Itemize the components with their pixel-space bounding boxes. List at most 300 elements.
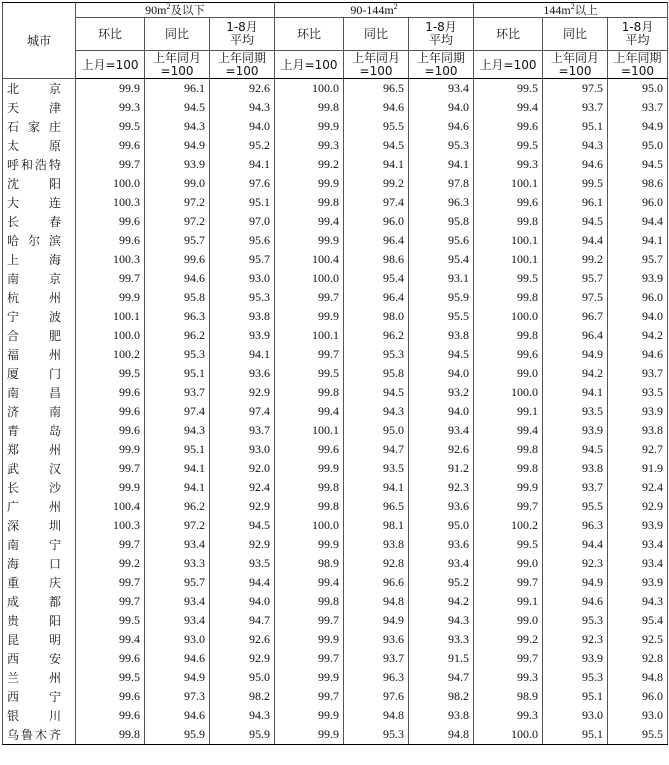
- table-row: [3, 383, 668, 402]
- index-value-cell: 92.6: [210, 630, 275, 649]
- index-value-cell: 93.8: [344, 535, 409, 554]
- index-value-cell: 100.0: [275, 79, 344, 99]
- city-name-cell: 杭州: [3, 288, 76, 307]
- index-value-cell: 95.5: [409, 307, 474, 326]
- index-value-cell: 94.5: [409, 345, 474, 364]
- base-header-row: [3, 51, 668, 79]
- index-value-cell: 99.4: [275, 573, 344, 592]
- table-header: [3, 3, 668, 79]
- index-value-cell: 95.3: [344, 345, 409, 364]
- index-value-cell: 98.9: [474, 687, 543, 706]
- index-value-cell: 94.9: [145, 668, 210, 687]
- index-value-cell: 99.4: [474, 421, 543, 440]
- index-value-cell: 99.8: [275, 592, 344, 611]
- base-header-avg: [409, 51, 474, 79]
- index-value-cell: 99.4: [275, 212, 344, 231]
- index-value-cell: 94.6: [543, 155, 608, 174]
- index-value-cell: 92.3: [543, 630, 608, 649]
- index-value-cell: 96.1: [145, 79, 210, 99]
- city-name-cell: 贵阳: [3, 611, 76, 630]
- index-value-cell: 93.7: [608, 364, 668, 383]
- group-header-over-144: $144m^2$以上: [474, 3, 668, 18]
- sub-header-avg-line2: 平均: [625, 33, 650, 47]
- index-value-cell: 100.1: [275, 326, 344, 345]
- index-value-cell: 94.5: [344, 136, 409, 155]
- index-value-cell: 100.1: [275, 421, 344, 440]
- city-name-cell: 兰州: [3, 668, 76, 687]
- index-value-cell: 99.2: [275, 155, 344, 174]
- index-value-cell: 95.1: [145, 440, 210, 459]
- table-row: [3, 440, 668, 459]
- table-row: [3, 136, 668, 155]
- city-name-cell: 宁波: [3, 307, 76, 326]
- index-value-cell: 99.9: [275, 630, 344, 649]
- index-value-cell: 97.2: [145, 212, 210, 231]
- index-value-cell: 93.0: [210, 440, 275, 459]
- index-value-cell: 91.9: [608, 459, 668, 478]
- index-value-cell: 97.5: [543, 79, 608, 99]
- base-header-yoy-line1: 上年同月: [152, 50, 201, 65]
- index-value-cell: 96.0: [344, 212, 409, 231]
- index-value-cell: 92.6: [210, 79, 275, 99]
- index-value-cell: 95.9: [210, 725, 275, 745]
- city-name-cell: 合肥: [3, 326, 76, 345]
- index-value-cell: 99.5: [76, 611, 145, 630]
- index-value-cell: 100.3: [76, 516, 145, 535]
- group-header-90-144: $90-144m^2$: [275, 3, 474, 18]
- index-value-cell: 94.6: [145, 706, 210, 725]
- index-value-cell: 94.1: [210, 345, 275, 364]
- index-value-cell: 100.3: [76, 193, 145, 212]
- index-value-cell: 99.9: [275, 725, 344, 745]
- index-value-cell: 92.8: [344, 554, 409, 573]
- index-value-cell: 92.3: [543, 554, 608, 573]
- index-value-cell: 99.5: [543, 174, 608, 193]
- index-value-cell: 95.8: [344, 364, 409, 383]
- index-value-cell: 94.7: [409, 668, 474, 687]
- index-value-cell: 95.1: [543, 725, 608, 745]
- index-value-cell: 99.0: [474, 364, 543, 383]
- sub-header-mom: 环比: [76, 18, 145, 51]
- city-name-cell: 深圳: [3, 516, 76, 535]
- table-row: [3, 649, 668, 668]
- index-value-cell: 99.7: [275, 611, 344, 630]
- index-value-cell: 96.0: [608, 687, 668, 706]
- index-value-cell: 94.3: [608, 592, 668, 611]
- table-row: [3, 497, 668, 516]
- index-value-cell: 97.6: [210, 174, 275, 193]
- table-row: [3, 212, 668, 231]
- table-row: [3, 535, 668, 554]
- index-value-cell: 94.1: [344, 478, 409, 497]
- index-value-cell: 93.2: [409, 383, 474, 402]
- index-value-cell: 93.8: [210, 307, 275, 326]
- table-row: [3, 364, 668, 383]
- index-value-cell: 92.9: [608, 497, 668, 516]
- index-value-cell: 95.5: [543, 497, 608, 516]
- city-name-cell: 海口: [3, 554, 76, 573]
- index-value-cell: 95.6: [210, 231, 275, 250]
- city-name-cell: 天津: [3, 98, 76, 117]
- index-value-cell: 96.2: [145, 326, 210, 345]
- index-value-cell: 99.2: [543, 250, 608, 269]
- table-row: [3, 611, 668, 630]
- index-value-cell: 99.3: [76, 98, 145, 117]
- city-name-cell: 大连: [3, 193, 76, 212]
- index-value-cell: 99.2: [76, 554, 145, 573]
- index-value-cell: 98.2: [409, 687, 474, 706]
- base-header-yoy-line1: 上年同月: [351, 50, 400, 65]
- index-value-cell: 93.9: [543, 421, 608, 440]
- index-value-cell: 94.3: [409, 611, 474, 630]
- index-value-cell: 96.3: [409, 193, 474, 212]
- table-row: [3, 402, 668, 421]
- index-value-cell: 99.9: [76, 478, 145, 497]
- base-header-mom: 上月=100: [474, 51, 543, 79]
- table-row: [3, 668, 668, 687]
- index-value-cell: 100.2: [76, 345, 145, 364]
- index-value-cell: 94.1: [409, 155, 474, 174]
- index-value-cell: 99.3: [474, 155, 543, 174]
- index-value-cell: 93.5: [608, 383, 668, 402]
- index-value-cell: 94.4: [543, 535, 608, 554]
- index-value-cell: 97.2: [145, 193, 210, 212]
- index-value-cell: 99.2: [344, 174, 409, 193]
- index-value-cell: 99.1: [474, 592, 543, 611]
- group-header-under-90: $90m^2$及以下: [76, 3, 275, 18]
- city-name-cell: 济南: [3, 402, 76, 421]
- index-value-cell: 99.8: [275, 98, 344, 117]
- index-value-cell: 99.0: [145, 174, 210, 193]
- index-value-cell: 100.0: [474, 383, 543, 402]
- index-value-cell: 92.7: [608, 440, 668, 459]
- index-value-cell: 99.7: [474, 573, 543, 592]
- index-value-cell: 94.3: [145, 421, 210, 440]
- table-row: [3, 554, 668, 573]
- index-value-cell: 99.8: [275, 383, 344, 402]
- index-value-cell: 100.1: [474, 174, 543, 193]
- index-value-cell: 100.1: [474, 231, 543, 250]
- index-value-cell: 95.3: [145, 345, 210, 364]
- city-name-cell: 西宁: [3, 687, 76, 706]
- index-value-cell: 99.9: [76, 440, 145, 459]
- index-value-cell: 94.0: [409, 402, 474, 421]
- table-row: [3, 155, 668, 174]
- base-header-avg-line1: 上年同期: [417, 50, 466, 65]
- index-value-cell: 97.4: [210, 402, 275, 421]
- table-row: [3, 478, 668, 497]
- index-value-cell: 95.0: [210, 668, 275, 687]
- index-value-cell: 98.6: [608, 174, 668, 193]
- index-value-cell: 99.7: [76, 459, 145, 478]
- index-value-cell: 96.1: [543, 193, 608, 212]
- index-value-cell: 99.9: [275, 535, 344, 554]
- index-value-cell: 93.9: [210, 326, 275, 345]
- index-value-cell: 93.9: [608, 516, 668, 535]
- index-value-cell: 100.0: [474, 725, 543, 745]
- index-value-cell: 93.1: [409, 269, 474, 288]
- index-value-cell: 94.4: [608, 212, 668, 231]
- city-name-cell: 银川: [3, 706, 76, 725]
- city-name-cell: 福州: [3, 345, 76, 364]
- index-value-cell: 93.6: [210, 364, 275, 383]
- index-value-cell: 94.5: [608, 155, 668, 174]
- index-value-cell: 97.3: [145, 687, 210, 706]
- index-value-cell: 99.9: [275, 117, 344, 136]
- index-value-cell: 95.0: [608, 136, 668, 155]
- index-value-cell: 94.1: [145, 459, 210, 478]
- index-value-cell: 99.6: [474, 345, 543, 364]
- index-value-cell: 99.6: [76, 136, 145, 155]
- index-value-cell: 99.2: [474, 630, 543, 649]
- index-value-cell: 94.7: [344, 440, 409, 459]
- index-value-cell: 92.0: [210, 459, 275, 478]
- index-value-cell: 99.6: [275, 440, 344, 459]
- index-value-cell: 94.3: [145, 117, 210, 136]
- index-value-cell: 99.5: [76, 364, 145, 383]
- index-value-cell: 93.4: [145, 592, 210, 611]
- index-value-cell: 99.3: [474, 668, 543, 687]
- index-value-cell: 99.3: [275, 136, 344, 155]
- index-value-cell: 93.4: [409, 421, 474, 440]
- index-value-cell: 94.1: [145, 478, 210, 497]
- city-name-cell: 成都: [3, 592, 76, 611]
- index-value-cell: 99.8: [474, 440, 543, 459]
- index-value-cell: 94.6: [608, 345, 668, 364]
- index-value-cell: 95.2: [210, 136, 275, 155]
- city-name-cell: 厦门: [3, 364, 76, 383]
- index-value-cell: 96.5: [344, 79, 409, 99]
- index-value-cell: 100.0: [275, 269, 344, 288]
- index-value-cell: 93.8: [409, 706, 474, 725]
- table-row: [3, 516, 668, 535]
- index-value-cell: 94.4: [543, 231, 608, 250]
- sub-header-avg: [409, 18, 474, 51]
- index-value-cell: 98.1: [344, 516, 409, 535]
- index-value-cell: 95.3: [409, 136, 474, 155]
- index-value-cell: 94.9: [145, 136, 210, 155]
- index-value-cell: 94.0: [409, 98, 474, 117]
- sub-header-avg: [608, 18, 668, 51]
- index-value-cell: 99.6: [76, 212, 145, 231]
- index-value-cell: 94.5: [543, 440, 608, 459]
- city-name-cell: 武汉: [3, 459, 76, 478]
- table-row: [3, 459, 668, 478]
- index-value-cell: 95.0: [409, 516, 474, 535]
- index-value-cell: 94.9: [344, 611, 409, 630]
- table-row: [3, 250, 668, 269]
- index-value-cell: 100.1: [76, 307, 145, 326]
- index-value-cell: 98.6: [344, 250, 409, 269]
- index-value-cell: 96.0: [608, 193, 668, 212]
- index-value-cell: 94.3: [543, 136, 608, 155]
- index-value-cell: 94.6: [344, 98, 409, 117]
- index-value-cell: 91.2: [409, 459, 474, 478]
- index-value-cell: 96.3: [543, 516, 608, 535]
- index-value-cell: 96.5: [344, 497, 409, 516]
- price-index-table-container: [2, 2, 667, 745]
- index-value-cell: 97.4: [344, 193, 409, 212]
- index-value-cell: 95.9: [409, 288, 474, 307]
- index-value-cell: 95.7: [608, 250, 668, 269]
- index-value-cell: 93.9: [608, 402, 668, 421]
- city-name-cell: 乌鲁木齐: [3, 725, 76, 745]
- index-value-cell: 94.4: [210, 573, 275, 592]
- index-value-cell: 99.5: [474, 79, 543, 99]
- table-row: [3, 307, 668, 326]
- base-header-avg-line1: 上年同期: [613, 50, 662, 65]
- index-value-cell: 94.0: [210, 592, 275, 611]
- index-value-cell: 93.9: [608, 573, 668, 592]
- sub-header-mom: 环比: [474, 18, 543, 51]
- index-value-cell: 99.9: [275, 459, 344, 478]
- base-header-mom: 上月=100: [275, 51, 344, 79]
- table-row: [3, 573, 668, 592]
- index-value-cell: 100.4: [275, 250, 344, 269]
- index-value-cell: 93.7: [145, 383, 210, 402]
- index-value-cell: 95.7: [145, 573, 210, 592]
- index-value-cell: 99.6: [76, 231, 145, 250]
- table-row: [3, 706, 668, 725]
- sub-header-avg-line1: 1-8月: [621, 20, 654, 34]
- city-name-cell: 重庆: [3, 573, 76, 592]
- index-value-cell: 96.3: [344, 668, 409, 687]
- index-value-cell: 94.5: [210, 516, 275, 535]
- index-value-cell: 99.5: [76, 668, 145, 687]
- sub-header-mom: 环比: [275, 18, 344, 51]
- index-value-cell: 94.8: [344, 592, 409, 611]
- index-value-cell: 94.5: [344, 383, 409, 402]
- index-value-cell: 99.7: [474, 649, 543, 668]
- index-value-cell: 93.3: [145, 554, 210, 573]
- sub-header-yoy: 同比: [543, 18, 608, 51]
- index-value-cell: 93.9: [608, 269, 668, 288]
- index-value-cell: 93.7: [543, 478, 608, 497]
- index-value-cell: 100.4: [76, 497, 145, 516]
- index-value-cell: 93.7: [344, 649, 409, 668]
- base-header-yoy-line1: 上年同月: [551, 50, 600, 65]
- table-row: [3, 326, 668, 345]
- index-value-cell: 93.4: [409, 79, 474, 99]
- index-value-cell: 99.8: [275, 193, 344, 212]
- index-value-cell: 95.3: [210, 288, 275, 307]
- index-value-cell: 99.7: [474, 497, 543, 516]
- index-value-cell: 92.8: [608, 649, 668, 668]
- index-value-cell: 97.0: [210, 212, 275, 231]
- index-value-cell: 99.4: [474, 98, 543, 117]
- index-value-cell: 93.4: [145, 535, 210, 554]
- city-name-cell: 南京: [3, 269, 76, 288]
- city-name-cell: 广州: [3, 497, 76, 516]
- index-value-cell: 99.5: [474, 269, 543, 288]
- table-row: [3, 345, 668, 364]
- table-row: [3, 288, 668, 307]
- index-value-cell: 95.7: [210, 250, 275, 269]
- index-value-cell: 99.7: [76, 592, 145, 611]
- index-value-cell: 94.6: [145, 269, 210, 288]
- table-body: [3, 79, 668, 745]
- index-value-cell: 100.2: [474, 516, 543, 535]
- index-value-cell: 95.4: [344, 269, 409, 288]
- sub-header-yoy: 同比: [145, 18, 210, 51]
- index-value-cell: 96.6: [344, 573, 409, 592]
- index-value-cell: 99.7: [76, 155, 145, 174]
- index-value-cell: 92.9: [210, 535, 275, 554]
- city-name-cell: 南昌: [3, 383, 76, 402]
- index-value-cell: 99.4: [275, 402, 344, 421]
- table-row: [3, 231, 668, 250]
- index-value-cell: 99.5: [275, 364, 344, 383]
- base-header-yoy-line2: =100: [359, 63, 393, 78]
- index-value-cell: 99.8: [76, 725, 145, 745]
- index-value-cell: 96.2: [145, 497, 210, 516]
- index-value-cell: 92.4: [210, 478, 275, 497]
- base-header-yoy: [543, 51, 608, 79]
- index-value-cell: 95.8: [145, 288, 210, 307]
- index-value-cell: 100.1: [474, 250, 543, 269]
- index-value-cell: 92.9: [210, 383, 275, 402]
- index-value-cell: 99.8: [474, 459, 543, 478]
- index-value-cell: 93.3: [409, 630, 474, 649]
- index-value-cell: 93.6: [409, 497, 474, 516]
- index-value-cell: 97.8: [409, 174, 474, 193]
- index-value-cell: 95.4: [608, 611, 668, 630]
- table-row: [3, 630, 668, 649]
- index-value-cell: 96.4: [344, 231, 409, 250]
- index-value-cell: 99.8: [474, 288, 543, 307]
- index-value-cell: 99.5: [76, 117, 145, 136]
- city-name-cell: 西安: [3, 649, 76, 668]
- city-name-cell: 南宁: [3, 535, 76, 554]
- index-value-cell: 94.3: [210, 706, 275, 725]
- base-header-yoy: [145, 51, 210, 79]
- index-value-cell: 92.4: [608, 478, 668, 497]
- table-row: [3, 79, 668, 99]
- index-value-cell: 95.1: [543, 687, 608, 706]
- price-index-table: [2, 2, 668, 745]
- index-value-cell: 99.7: [76, 535, 145, 554]
- city-name-cell: 上海: [3, 250, 76, 269]
- index-value-cell: 93.6: [409, 535, 474, 554]
- index-value-cell: 95.1: [543, 117, 608, 136]
- index-value-cell: 100.3: [76, 250, 145, 269]
- index-value-cell: 99.6: [76, 706, 145, 725]
- index-value-cell: 99.9: [76, 288, 145, 307]
- city-name-cell: 哈尔滨: [3, 231, 76, 250]
- index-value-cell: 93.9: [543, 649, 608, 668]
- city-name-cell: 长春: [3, 212, 76, 231]
- index-value-cell: 99.5: [474, 136, 543, 155]
- base-header-avg-line2: =100: [424, 63, 458, 78]
- index-value-cell: 93.4: [409, 554, 474, 573]
- index-value-cell: 98.2: [210, 687, 275, 706]
- index-value-cell: 99.9: [275, 706, 344, 725]
- index-value-cell: 94.5: [543, 212, 608, 231]
- city-name-cell: 青岛: [3, 421, 76, 440]
- index-value-cell: 94.3: [210, 98, 275, 117]
- index-value-cell: 100.0: [474, 307, 543, 326]
- index-value-cell: 99.9: [275, 231, 344, 250]
- index-value-cell: 94.2: [543, 364, 608, 383]
- base-header-yoy: [344, 51, 409, 79]
- city-name-cell: 太原: [3, 136, 76, 155]
- index-value-cell: 99.9: [275, 174, 344, 193]
- index-value-cell: 94.8: [608, 668, 668, 687]
- index-value-cell: 99.8: [474, 212, 543, 231]
- index-value-cell: 99.6: [145, 250, 210, 269]
- index-value-cell: 99.9: [275, 668, 344, 687]
- index-value-cell: 94.6: [543, 592, 608, 611]
